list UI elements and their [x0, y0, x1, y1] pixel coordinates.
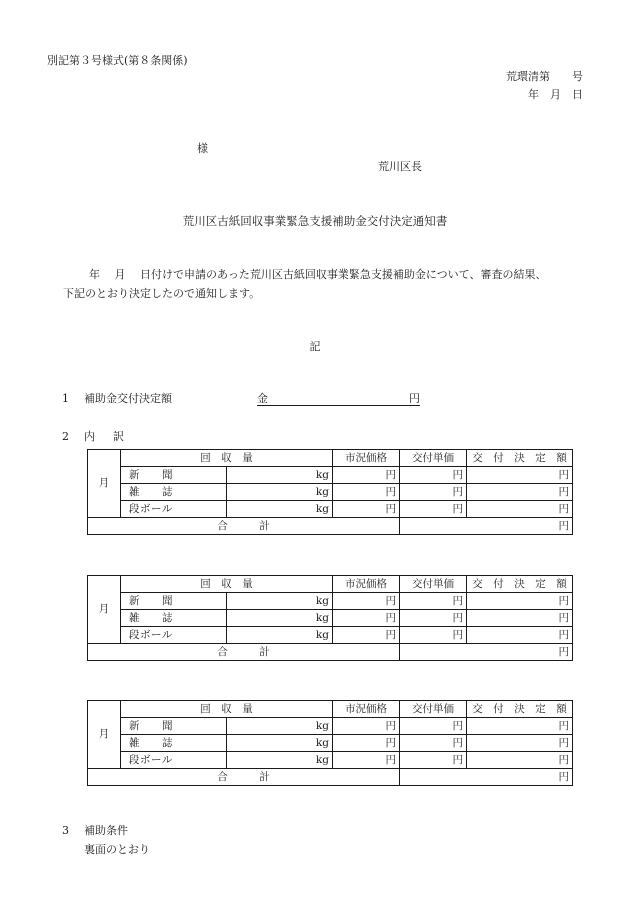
item-1-number: 1: [62, 392, 69, 405]
market-yen: 円: [333, 467, 400, 484]
table-header-row: [88, 701, 573, 718]
decision-yen: 円: [467, 735, 573, 752]
market-yen: 円: [333, 718, 400, 735]
decision-yen: 円: [467, 501, 573, 518]
item-3-detail: 裏面のとおり: [84, 843, 150, 856]
unit-yen: 円: [400, 718, 467, 735]
market-yen: 円: [333, 501, 400, 518]
amount-prefix: 金: [257, 392, 268, 405]
market-yen: 円: [333, 627, 400, 644]
table-row: [88, 484, 573, 501]
table-row: [88, 610, 573, 627]
qty-unit: kg: [227, 610, 333, 627]
table-row: [88, 627, 573, 644]
category-newspaper: 新 聞: [121, 467, 227, 484]
total-yen: 円: [400, 769, 573, 786]
table-row: [88, 467, 573, 484]
total-yen: 円: [400, 518, 573, 535]
market-yen: 円: [333, 752, 400, 769]
header-market-price: 市況価格: [333, 450, 400, 467]
header-market-price: 市況価格: [333, 701, 400, 718]
category-cardboard: 段ボール: [121, 501, 227, 518]
category-newspaper: 新 聞: [121, 718, 227, 735]
ki-heading: 記: [309, 340, 321, 353]
table-row: [88, 593, 573, 610]
decision-yen: 円: [467, 484, 573, 501]
total-yen: 円: [400, 644, 573, 661]
header-unit-price: 交付単価: [400, 450, 467, 467]
total-label: 合 計: [88, 644, 400, 661]
header-unit-price: 交付単価: [400, 701, 467, 718]
qty-unit: kg: [227, 718, 333, 735]
market-yen: 円: [333, 593, 400, 610]
unit-yen: 円: [400, 593, 467, 610]
header-quantity: 回 収 量: [121, 701, 333, 718]
grant-amount-field: [257, 390, 420, 406]
unit-yen: 円: [400, 484, 467, 501]
qty-unit: kg: [227, 752, 333, 769]
header-quantity: 回 収 量: [121, 450, 333, 467]
body-line-2: 下記のとおり決定したので通知します。: [63, 287, 261, 300]
category-cardboard: 段ボール: [121, 752, 227, 769]
document-title: 荒川区古紙回収事業緊急支援補助金交付決定通知書: [182, 214, 448, 228]
item-3: [62, 822, 128, 838]
item-2-label-b: 訳: [113, 430, 124, 443]
category-magazine: 雑 誌: [121, 735, 227, 752]
table-row: [88, 718, 573, 735]
table-header-row: [88, 576, 573, 593]
decision-yen: 円: [467, 467, 573, 484]
item-3-number: 3: [62, 824, 69, 837]
category-cardboard: 段ボール: [121, 627, 227, 644]
decision-yen: 円: [467, 610, 573, 627]
addressee: 様: [197, 142, 208, 155]
category-newspaper: 新 聞: [121, 593, 227, 610]
total-label: 合 計: [88, 769, 400, 786]
qty-unit: kg: [227, 627, 333, 644]
reference-number: 荒環清第 号: [506, 70, 583, 83]
breakdown-table-2: [87, 575, 573, 661]
table-total-row: [88, 518, 573, 535]
qty-unit: kg: [227, 593, 333, 610]
decision-yen: 円: [467, 627, 573, 644]
category-magazine: 雑 誌: [121, 484, 227, 501]
unit-yen: 円: [400, 752, 467, 769]
total-label: 合 計: [88, 518, 400, 535]
qty-unit: kg: [227, 467, 333, 484]
header-market-price: 市況価格: [333, 576, 400, 593]
header-decision: 交 付 決 定 額: [467, 701, 573, 718]
table-row: [88, 735, 573, 752]
market-yen: 円: [333, 610, 400, 627]
item-3-label: 補助条件: [84, 824, 128, 837]
table-row: [88, 501, 573, 518]
market-yen: 円: [333, 484, 400, 501]
header-decision: 交 付 決 定 額: [467, 576, 573, 593]
item-2: [62, 428, 124, 444]
unit-yen: 円: [400, 610, 467, 627]
unit-yen: 円: [400, 501, 467, 518]
qty-unit: kg: [227, 501, 333, 518]
unit-yen: 円: [400, 467, 467, 484]
month-cell: 月: [88, 576, 121, 644]
header-quantity: 回 収 量: [121, 576, 333, 593]
breakdown-table-1: [87, 449, 573, 535]
market-yen: 円: [333, 735, 400, 752]
table-total-row: [88, 644, 573, 661]
table-header-row: [88, 450, 573, 467]
body-text: [63, 265, 583, 303]
decision-yen: 円: [467, 718, 573, 735]
amount-suffix: 円: [409, 392, 420, 405]
item-2-label-a: 内: [84, 430, 95, 443]
item-2-number: 2: [62, 430, 69, 443]
category-magazine: 雑 誌: [121, 610, 227, 627]
breakdown-table-3: [87, 700, 573, 786]
unit-yen: 円: [400, 627, 467, 644]
month-cell: 月: [88, 701, 121, 769]
table-row: [88, 752, 573, 769]
header-decision: 交 付 決 定 額: [467, 450, 573, 467]
item-1-label: 補助金交付決定額: [84, 392, 172, 405]
qty-unit: kg: [227, 484, 333, 501]
table-total-row: [88, 769, 573, 786]
decision-yen: 円: [467, 593, 573, 610]
qty-unit: kg: [227, 735, 333, 752]
header-unit-price: 交付単価: [400, 576, 467, 593]
decision-yen: 円: [467, 752, 573, 769]
issue-date: 年 月 日: [528, 88, 583, 101]
body-line-1: 年 月 日付けで申請のあった荒川区古紙回収事業緊急支援補助金について、審査の結果、: [89, 268, 547, 281]
item-1: [62, 390, 172, 406]
unit-yen: 円: [400, 735, 467, 752]
sender: 荒川区長: [378, 160, 422, 173]
month-cell: 月: [88, 450, 121, 518]
form-label: 別記第３号様式(第８条関係): [47, 54, 188, 67]
